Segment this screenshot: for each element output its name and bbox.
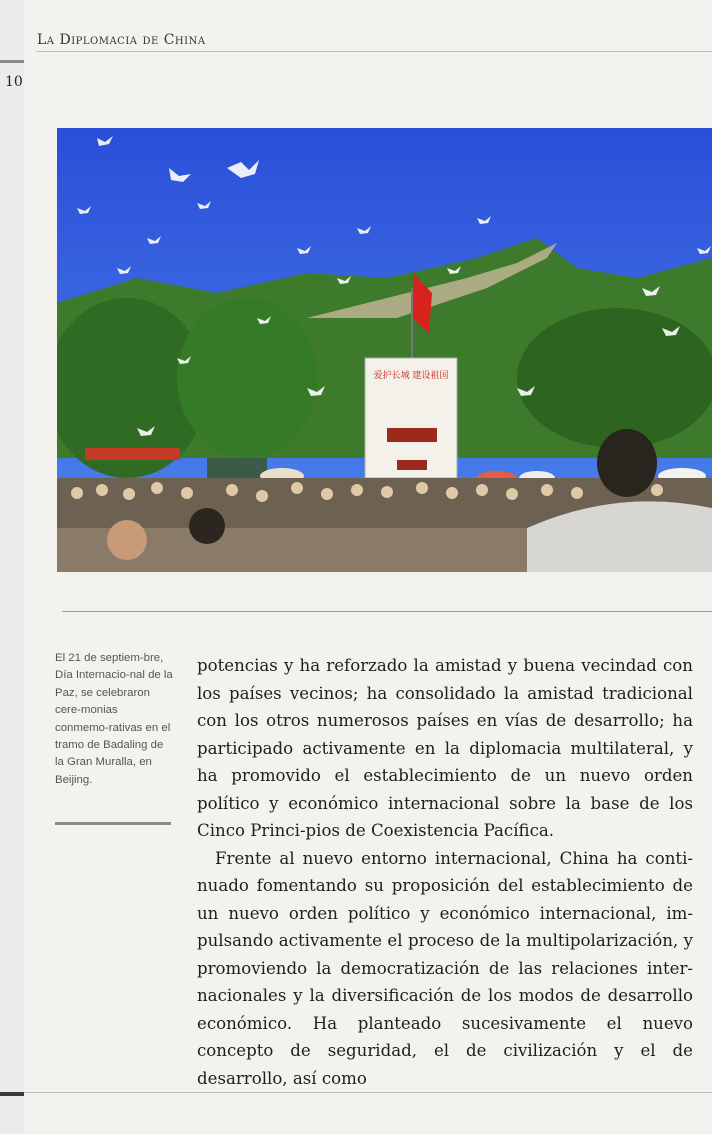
sign-text: 爱护长城 建设祖国 (373, 371, 449, 381)
page-number: 10 (5, 74, 23, 90)
photo-caption: El 21 de septiem-bre, Día Internacio-nal de la Paz, se celebraron cere-monias conmemo-rativas en el tramo de Badaling de la Gran Muralla, en Beijing. (55, 652, 173, 786)
paragraph: potencias y ha reforzado la amistad y buena vecindad con los países vecinos; ha consolidado la amistad tradicional con los otros numerosos países en vías de desarrollo; ha participado activamente en la diplomacia multilateral, y ha promovido el establecimiento de un nuevo orden político y económico internacional sobre la base de los Cinco Princi-pios de Coexistencia Pacífica. (197, 656, 693, 840)
caption-rule (55, 822, 171, 825)
tree (517, 308, 712, 448)
margin-tick (0, 1092, 24, 1096)
sign-panel (387, 428, 437, 442)
great-wall-photo (57, 128, 712, 572)
body-text (197, 652, 693, 1092)
running-head: La Diplomacia de China (37, 32, 206, 48)
photo-illustration (57, 128, 712, 572)
left-margin-strip (0, 0, 25, 1134)
person-head (189, 508, 225, 544)
paragraph: Frente al nuevo entorno internacional, China ha conti-nuado fomentando su proposición del establecimiento de un nuevo orden político y económico internacional, im-pulsando activamente el proceso de la multipolarización, y promoviendo la democratización de las relaciones inter-nacionales y la diversificación de los modos de desarrollo económico. Ha planteado sucesivamente el nuevo concepto de seguridad, el de civilización y el de desarrollo, así como (197, 848, 693, 1088)
booth-roof (85, 448, 180, 460)
header-divider (36, 51, 712, 52)
person-head (597, 429, 657, 497)
tree (177, 298, 317, 458)
footer-rule (24, 1092, 712, 1093)
sign-panel (397, 460, 427, 470)
section-divider (62, 611, 712, 612)
person-head (107, 520, 147, 560)
margin-tick (0, 60, 24, 63)
